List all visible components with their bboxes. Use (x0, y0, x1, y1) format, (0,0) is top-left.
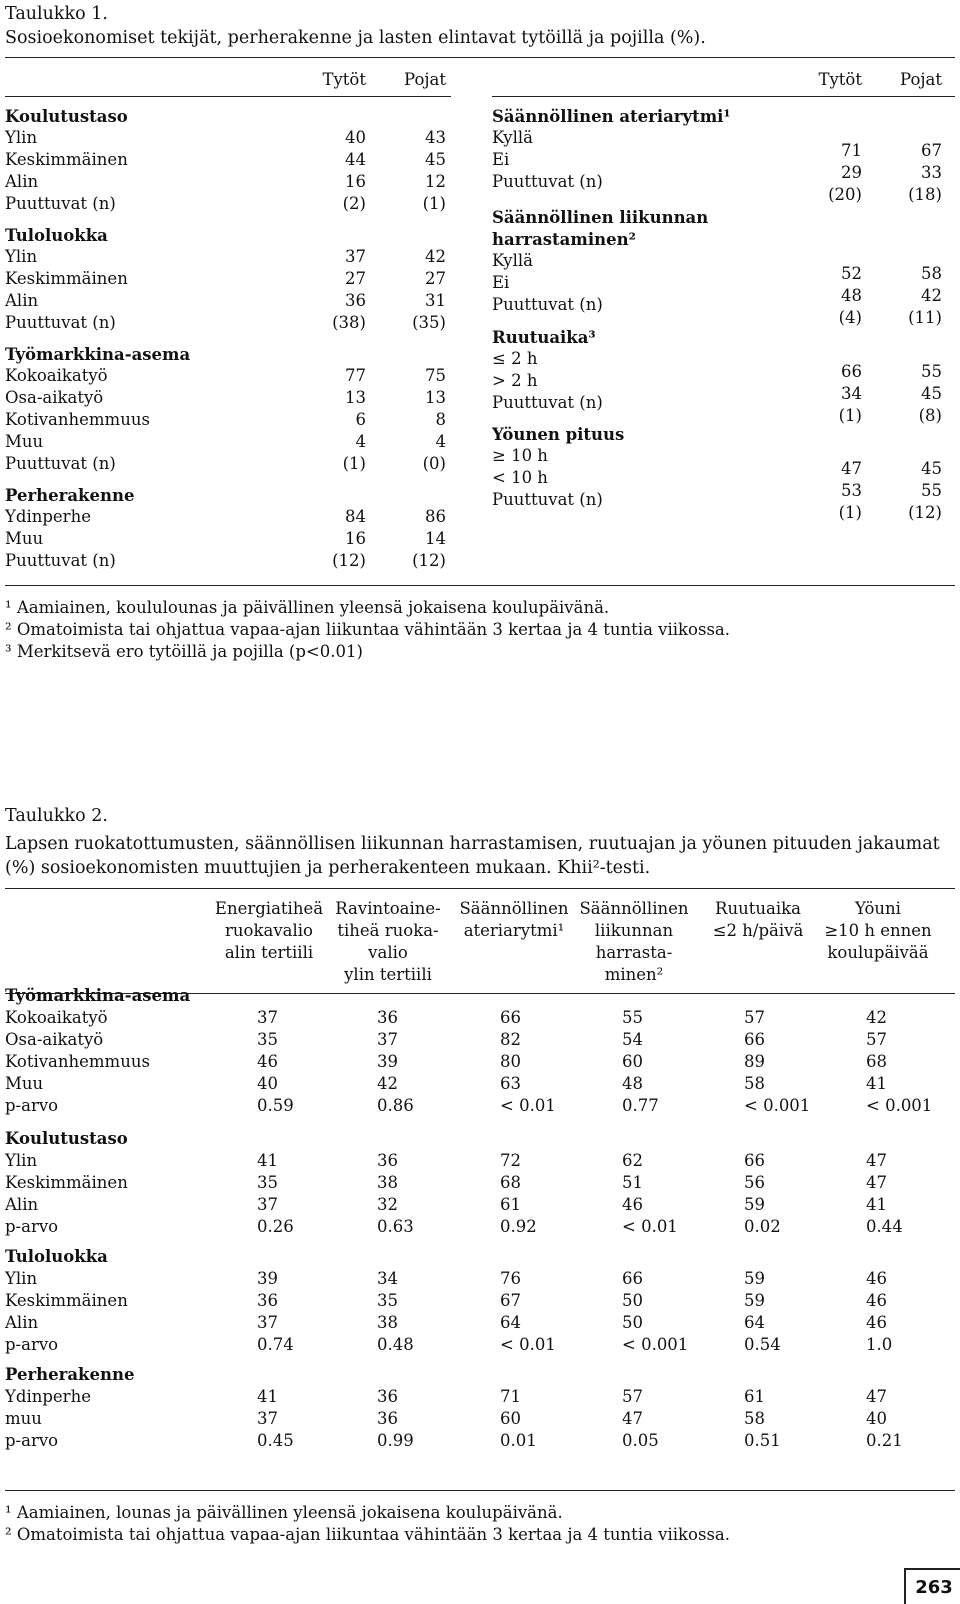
row-label: Kotivanhemmuus (5, 1052, 150, 1071)
table-cell: 0.26 (257, 1217, 294, 1236)
cell-boys: (0) (422, 454, 446, 473)
row-label: Puuttuvat (n) (492, 393, 603, 412)
table-cell: 32 (377, 1195, 398, 1214)
table-cell: 0.21 (866, 1431, 903, 1450)
cell-boys: (8) (918, 406, 942, 425)
table1-footnote-3: ³ Merkitsevä ero tytöillä ja pojilla (p<0.01) (5, 642, 363, 661)
table-cell: 71 (500, 1387, 521, 1406)
row-label: p-arvo (5, 1431, 59, 1450)
cell-girls: 13 (345, 388, 366, 407)
row-label: Keskimmäinen (5, 269, 128, 288)
cell-girls: (1) (838, 503, 862, 522)
table1-caption: Sosioekonomiset tekijät, perherakenne ja lasten elintavat tytöillä ja pojilla (%). (5, 28, 706, 48)
row-label: p-arvo (5, 1096, 59, 1115)
table-cell: 67 (500, 1291, 521, 1310)
table-cell: 36 (377, 1409, 398, 1428)
table-cell: < 0.01 (500, 1096, 556, 1115)
cell-girls: 27 (345, 269, 366, 288)
table-cell: 0.05 (622, 1431, 659, 1450)
table-cell: 58 (744, 1409, 765, 1428)
table-cell: 0.44 (866, 1217, 903, 1236)
table-cell: 40 (866, 1409, 887, 1428)
row-label: Muu (5, 529, 44, 548)
table-cell: 46 (622, 1195, 643, 1214)
cell-girls: 6 (355, 410, 366, 429)
table-cell: 0.77 (622, 1096, 659, 1115)
table-cell: 1.0 (866, 1335, 893, 1354)
table2-footnote-2: ² Omatoimista tai ohjattua vapaa-ajan liikuntaa vähintään 3 kertaa ja 4 tuntia viikossa. (5, 1525, 731, 1544)
cell-boys: 12 (425, 172, 446, 191)
table1-col-girls-left: Tytöt (322, 70, 366, 89)
page-number: 263 (904, 1568, 960, 1604)
cell-girls: 66 (841, 362, 862, 381)
table-cell: 41 (866, 1074, 887, 1093)
section-title: Koulutustaso (5, 1129, 128, 1148)
section-title: Säännöllinen liikunnan (492, 208, 709, 227)
table2-caption: Lapsen ruokatottumusten, säännöllisen liikunnan harrastamisen, ruutuajan ja yöunen pituuden jakaumat (%) sosioekonomisten muuttujien ja perherakenteen mukaan. Khii²-testi. (5, 834, 940, 878)
table-cell: 50 (622, 1291, 643, 1310)
table-cell: 0.99 (377, 1431, 414, 1450)
cell-boys: 42 (921, 286, 942, 305)
table-cell: 47 (866, 1151, 887, 1170)
table-cell: 0.54 (744, 1335, 781, 1354)
row-label: Muu (5, 1074, 44, 1093)
table-cell: 54 (622, 1030, 643, 1049)
table-cell: 38 (377, 1173, 398, 1192)
column-header: ylin tertiili (344, 965, 432, 984)
cell-boys: 55 (921, 362, 942, 381)
cell-girls: 53 (841, 481, 862, 500)
section-title: Ruutuaika³ (492, 328, 596, 347)
cell-boys: 14 (425, 529, 446, 548)
section-title: Koulutustaso (5, 107, 128, 126)
table2-bottom-rule (5, 1490, 955, 1491)
cell-boys: 8 (435, 410, 446, 429)
cell-boys: 27 (425, 269, 446, 288)
cell-boys: (11) (908, 308, 942, 327)
table-cell: 36 (377, 1008, 398, 1027)
row-label: Ei (492, 150, 510, 169)
cell-girls: 77 (345, 366, 366, 385)
cell-girls: 37 (345, 247, 366, 266)
cell-girls: (1) (342, 454, 366, 473)
column-header: Energiatiheä (214, 899, 324, 918)
table-cell: 59 (744, 1195, 765, 1214)
row-label: Keskimmäinen (5, 1291, 128, 1310)
table-cell: 56 (744, 1173, 765, 1192)
table-cell: 37 (257, 1409, 278, 1428)
cell-girls: 47 (841, 459, 862, 478)
table-cell: 59 (744, 1269, 765, 1288)
column-header: valio (368, 943, 408, 962)
row-label: < 10 h (492, 468, 548, 487)
table-cell: 39 (377, 1052, 398, 1071)
row-label: Keskimmäinen (5, 1173, 128, 1192)
column-header: Säännöllinen (459, 899, 569, 918)
cell-boys: 43 (425, 128, 446, 147)
cell-girls: 4 (355, 432, 366, 451)
table-cell: 40 (257, 1074, 278, 1093)
table-cell: 41 (257, 1387, 278, 1406)
row-label: ≥ 10 h (492, 446, 548, 465)
section-title: Tuloluokka (5, 226, 108, 245)
table2-top-rule (5, 888, 955, 889)
row-label: Alin (5, 1313, 39, 1332)
section-title: harrastaminen² (492, 230, 636, 249)
cell-boys: 55 (921, 481, 942, 500)
row-label: Alin (5, 172, 39, 191)
table-cell: 50 (622, 1313, 643, 1332)
table-cell: 55 (622, 1008, 643, 1027)
column-header: Säännöllinen (579, 899, 689, 918)
table-cell: 37 (257, 1313, 278, 1332)
table1-footnote-2: ² Omatoimista tai ohjattua vapaa-ajan liikuntaa vähintään 3 kertaa ja 4 tuntia viikossa. (5, 620, 731, 639)
table1-header-rule-right (492, 96, 955, 97)
cell-girls: 40 (345, 128, 366, 147)
table-cell: 80 (500, 1052, 521, 1071)
table-cell: 60 (622, 1052, 643, 1071)
section-title: Perherakenne (5, 1365, 135, 1384)
row-label: Kyllä (492, 251, 533, 270)
cell-boys: 33 (921, 163, 942, 182)
row-label: Alin (5, 291, 39, 310)
column-header: tiheä ruoka- (337, 921, 439, 940)
cell-boys: 31 (425, 291, 446, 310)
table-cell: 0.63 (377, 1217, 414, 1236)
table-cell: 57 (744, 1008, 765, 1027)
table-cell: 0.01 (500, 1431, 537, 1450)
cell-girls: 29 (841, 163, 862, 182)
cell-girls: (20) (828, 185, 862, 204)
column-header: Ruutuaika (715, 899, 801, 918)
section-title: Työmarkkina-asema (5, 986, 191, 1005)
table-cell: 66 (744, 1151, 765, 1170)
cell-girls: (4) (838, 308, 862, 327)
row-label: ≤ 2 h (492, 349, 538, 368)
table-cell: 64 (744, 1313, 765, 1332)
section-title: Tuloluokka (5, 1247, 108, 1266)
table-cell: 47 (622, 1409, 643, 1428)
row-label: Muu (5, 432, 44, 451)
table-cell: 63 (500, 1074, 521, 1093)
cell-girls: (1) (838, 406, 862, 425)
table-cell: 38 (377, 1313, 398, 1332)
table-cell: < 0.001 (622, 1335, 689, 1354)
table-cell: 66 (744, 1030, 765, 1049)
table-cell: 36 (377, 1151, 398, 1170)
cell-boys: 75 (425, 366, 446, 385)
row-label: Ydinperhe (5, 1387, 91, 1406)
cell-boys: 67 (921, 141, 942, 160)
cell-girls: 48 (841, 286, 862, 305)
row-label: p-arvo (5, 1335, 59, 1354)
table1-top-rule (5, 57, 955, 58)
row-label: p-arvo (5, 1217, 59, 1236)
column-header: harrasta- (595, 943, 673, 962)
row-label: > 2 h (492, 371, 538, 390)
row-label: Ydinperhe (5, 507, 91, 526)
row-label: Osa-aikatyö (5, 388, 104, 407)
cell-boys: 86 (425, 507, 446, 526)
cell-girls: 36 (345, 291, 366, 310)
table-cell: 57 (866, 1030, 887, 1049)
column-header: Ravintoaine- (335, 899, 441, 918)
table-cell: 51 (622, 1173, 643, 1192)
table-cell: 39 (257, 1269, 278, 1288)
cell-boys: (12) (908, 503, 942, 522)
row-label: Kyllä (492, 128, 533, 147)
cell-boys: 45 (921, 384, 942, 403)
column-header: ≤2 h/päivä (712, 921, 804, 940)
cell-girls: 84 (345, 507, 366, 526)
cell-boys: 4 (435, 432, 446, 451)
table-cell: 37 (257, 1195, 278, 1214)
row-label: Puuttuvat (n) (5, 551, 116, 570)
table-cell: 41 (257, 1151, 278, 1170)
row-label: Ylin (5, 1151, 38, 1170)
cell-boys: 42 (425, 247, 446, 266)
section-title: Säännöllinen ateriarytmi¹ (492, 107, 731, 126)
row-label: Kokoaikatyö (5, 1008, 108, 1027)
row-label: Puuttuvat (n) (5, 194, 116, 213)
table-cell: 89 (744, 1052, 765, 1071)
table-cell: 0.86 (377, 1096, 414, 1115)
table1-header-rule-left (5, 96, 451, 97)
table-cell: 42 (377, 1074, 398, 1093)
cell-boys: 45 (921, 459, 942, 478)
table1-col-boys-left: Pojat (404, 70, 446, 89)
row-label: Ei (492, 273, 510, 292)
cell-boys: 13 (425, 388, 446, 407)
table-cell: 0.59 (257, 1096, 294, 1115)
table1-bottom-rule (5, 585, 955, 586)
cell-boys: (35) (412, 313, 446, 332)
cell-boys: 58 (921, 264, 942, 283)
table-cell: 0.45 (257, 1431, 294, 1450)
table-cell: 37 (377, 1030, 398, 1049)
table-cell: 82 (500, 1030, 521, 1049)
table-cell: 46 (866, 1291, 887, 1310)
table-cell: 68 (866, 1052, 887, 1071)
table-cell: 35 (257, 1030, 278, 1049)
table-cell: 66 (622, 1269, 643, 1288)
table-cell: 62 (622, 1151, 643, 1170)
table-cell: 47 (866, 1387, 887, 1406)
section-title: Perherakenne (5, 486, 135, 505)
column-header: koulupäivää (827, 943, 929, 962)
table-cell: 36 (257, 1291, 278, 1310)
table-cell: 36 (377, 1387, 398, 1406)
table-cell: 68 (500, 1173, 521, 1192)
row-label: muu (5, 1409, 42, 1428)
row-label: Ylin (5, 1269, 38, 1288)
row-label: Puuttuvat (n) (5, 313, 116, 332)
cell-boys: (1) (422, 194, 446, 213)
cell-girls: (38) (332, 313, 366, 332)
cell-boys: (18) (908, 185, 942, 204)
table-cell: 48 (622, 1074, 643, 1093)
row-label: Kokoaikatyö (5, 366, 108, 385)
table-cell: 35 (257, 1173, 278, 1192)
cell-boys: (12) (412, 551, 446, 570)
table-cell: 76 (500, 1269, 521, 1288)
table-cell: 46 (866, 1313, 887, 1332)
row-label: Kotivanhemmuus (5, 410, 150, 429)
table-cell: < 0.01 (500, 1335, 556, 1354)
section-title: Yöunen pituus (492, 425, 625, 444)
table-cell: 59 (744, 1291, 765, 1310)
table-cell: 0.51 (744, 1431, 781, 1450)
cell-girls: 16 (345, 529, 366, 548)
cell-girls: 44 (345, 150, 366, 169)
table-cell: 61 (500, 1195, 521, 1214)
table-cell: 0.74 (257, 1335, 294, 1354)
row-label: Puuttuvat (n) (5, 454, 116, 473)
table-cell: 64 (500, 1313, 521, 1332)
table-cell: 58 (744, 1074, 765, 1093)
table-cell: 41 (866, 1195, 887, 1214)
row-label: Keskimmäinen (5, 150, 128, 169)
cell-girls: 34 (841, 384, 862, 403)
table2-label: Taulukko 2. (5, 806, 108, 826)
table-cell: 61 (744, 1387, 765, 1406)
column-header: ateriarytmi¹ (463, 921, 565, 940)
row-label: Alin (5, 1195, 39, 1214)
cell-girls: (12) (332, 551, 366, 570)
table-cell: 34 (377, 1269, 398, 1288)
column-header: minen² (604, 965, 664, 984)
table-cell: 46 (866, 1269, 887, 1288)
table-cell: 60 (500, 1409, 521, 1428)
cell-girls: 71 (841, 141, 862, 160)
row-label: Ylin (5, 128, 38, 147)
column-header: alin tertiili (224, 943, 314, 962)
table-cell: 35 (377, 1291, 398, 1310)
table1-label: Taulukko 1. (5, 4, 108, 24)
row-label: Puuttuvat (n) (492, 490, 603, 509)
table2-footnote-1: ¹ Aamiainen, lounas ja päivällinen yleensä jokaisena koulupäivänä. (5, 1503, 563, 1522)
column-header: Yöuni (855, 899, 901, 918)
table-cell: < 0.001 (744, 1096, 811, 1115)
cell-girls: (2) (342, 194, 366, 213)
table1-col-boys-right: Pojat (900, 70, 942, 89)
column-header: ≥10 h ennen (824, 921, 932, 940)
table-cell: 37 (257, 1008, 278, 1027)
section-title: Työmarkkina-asema (5, 345, 191, 364)
column-header: liikunnan (594, 921, 674, 940)
row-label: Puuttuvat (n) (492, 295, 603, 314)
table-cell: 46 (257, 1052, 278, 1071)
table-cell: 0.48 (377, 1335, 414, 1354)
table1-footnote-1: ¹ Aamiainen, koululounas ja päivällinen yleensä jokaisena koulupäivänä. (5, 598, 610, 617)
table-cell: 57 (622, 1387, 643, 1406)
row-label: Ylin (5, 247, 38, 266)
row-label: Osa-aikatyö (5, 1030, 104, 1049)
cell-girls: 52 (841, 264, 862, 283)
cell-girls: 16 (345, 172, 366, 191)
table-cell: 47 (866, 1173, 887, 1192)
cell-boys: 45 (425, 150, 446, 169)
row-label: Puuttuvat (n) (492, 172, 603, 191)
table1-col-girls-right: Tytöt (818, 70, 862, 89)
table-cell: 66 (500, 1008, 521, 1027)
table-cell: 72 (500, 1151, 521, 1170)
table-cell: < 0.01 (622, 1217, 678, 1236)
table-cell: 42 (866, 1008, 887, 1027)
table-cell: < 0.001 (866, 1096, 933, 1115)
table-cell: 0.92 (500, 1217, 537, 1236)
column-header: ruokavalio (225, 921, 313, 940)
table-cell: 0.02 (744, 1217, 781, 1236)
